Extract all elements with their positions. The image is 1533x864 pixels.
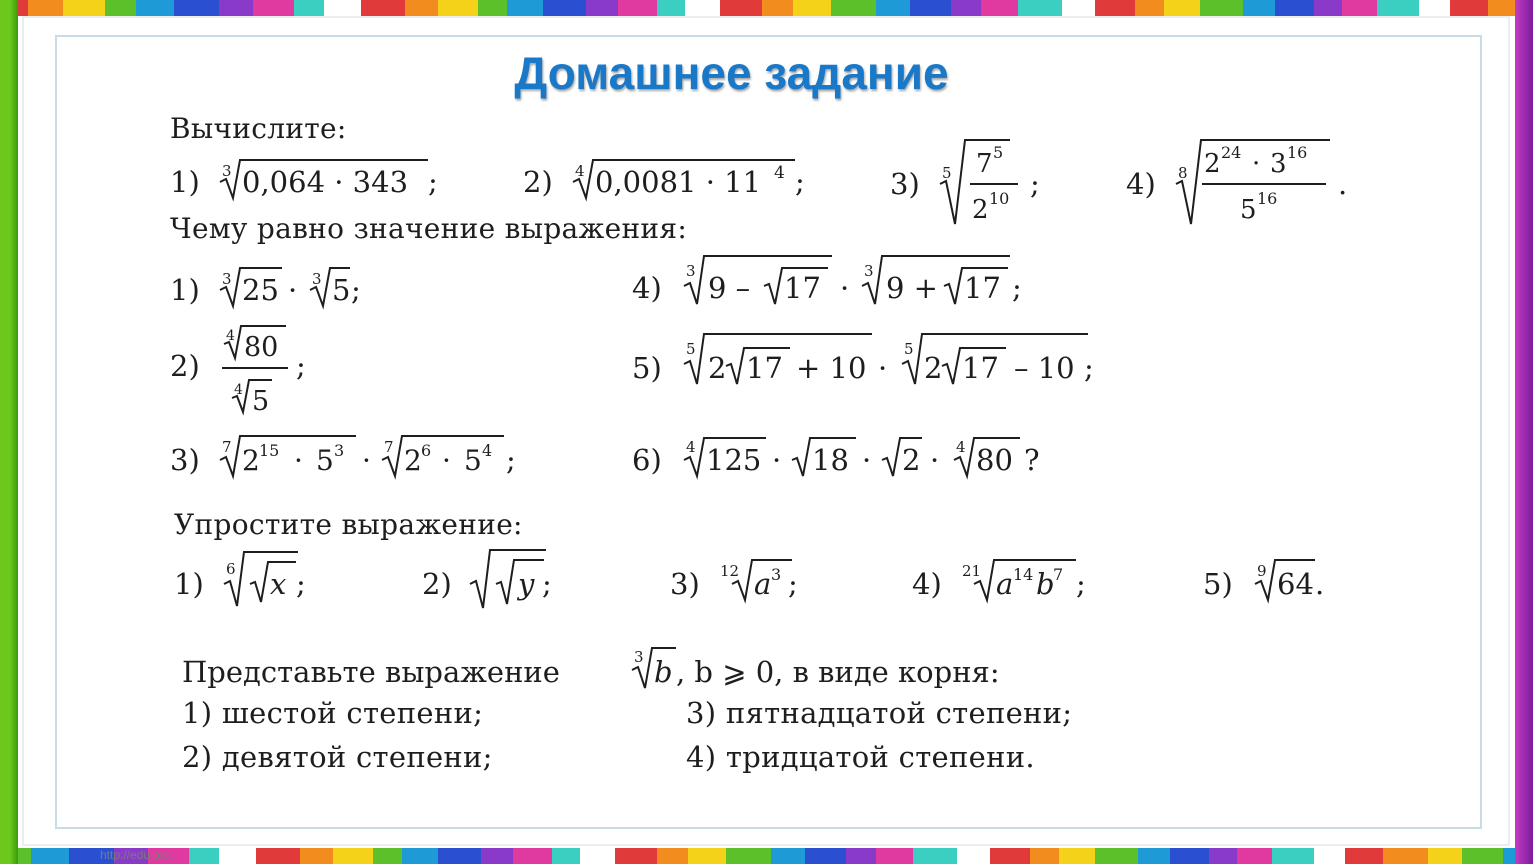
task-1-3 bbox=[890, 138, 1060, 230]
svg-text:a: a bbox=[754, 567, 772, 601]
svg-text:·: · bbox=[442, 444, 451, 477]
frame-stripe-segment bbox=[586, 0, 618, 16]
task-1-1 bbox=[170, 148, 450, 208]
svg-text:9 +: 9 + bbox=[886, 271, 938, 305]
svg-text:80: 80 bbox=[244, 332, 279, 363]
svg-text:3): 3) bbox=[670, 567, 700, 601]
svg-text:3: 3 bbox=[634, 648, 644, 666]
svg-text:18: 18 bbox=[812, 443, 849, 477]
svg-text:2: 2 bbox=[404, 444, 422, 477]
frame-stripe-segment bbox=[1200, 0, 1243, 16]
svg-text:2: 2 bbox=[242, 444, 260, 477]
svg-text:7: 7 bbox=[222, 438, 232, 456]
denominator: 2 bbox=[972, 195, 989, 225]
task-2-6 bbox=[632, 426, 1072, 486]
svg-text:2): 2) bbox=[422, 567, 452, 601]
frame-stripe-segment bbox=[63, 0, 105, 16]
svg-text:9 –: 9 – bbox=[708, 271, 751, 305]
frame-stripe-segment bbox=[615, 848, 657, 864]
frame-stripe-segment bbox=[688, 848, 726, 864]
frame-stripe-segment bbox=[361, 0, 405, 16]
frame-stripe-segment bbox=[990, 848, 1030, 864]
frame-stripe-segment bbox=[552, 848, 580, 864]
svg-text:80: 80 bbox=[976, 443, 1013, 477]
frame-stripe-segment bbox=[543, 0, 586, 16]
svg-text:64: 64 bbox=[1277, 567, 1314, 601]
frame-stripe-segment bbox=[618, 0, 657, 16]
svg-text:6): 6) bbox=[632, 443, 662, 477]
section-heading-compute: Вычислите: bbox=[170, 112, 347, 145]
svg-text:16: 16 bbox=[1287, 143, 1308, 162]
frame-stripe-segment bbox=[294, 0, 324, 16]
svg-text:b: b bbox=[654, 655, 673, 689]
frame-stripe-segment bbox=[771, 848, 805, 864]
frame-stripe-segment bbox=[726, 848, 771, 864]
section-heading-simplify: Упростите выражение: bbox=[174, 508, 523, 541]
frame-stripe-segment bbox=[1419, 0, 1450, 16]
svg-text:;: ; bbox=[1012, 271, 1022, 305]
section-heading-value: Чему равно значение выражения: bbox=[170, 212, 688, 245]
svg-text:·: · bbox=[878, 351, 888, 385]
svg-text:, b ⩾ 0, в виде корня:: , b ⩾ 0, в виде корня: bbox=[676, 655, 1000, 689]
svg-text:24: 24 bbox=[1221, 143, 1242, 162]
option-fifteenth-power: 3) пятнадцатой степени; bbox=[686, 696, 1073, 730]
svg-text:3: 3 bbox=[864, 262, 874, 280]
frame-stripe-segment bbox=[1095, 848, 1138, 864]
svg-text:14: 14 bbox=[1013, 565, 1034, 584]
frame-stripe-segment bbox=[1170, 848, 1209, 864]
svg-text:17: 17 bbox=[746, 351, 783, 385]
svg-text:·: · bbox=[362, 444, 371, 477]
frame-stripe-segment bbox=[876, 848, 913, 864]
task-2-3 bbox=[170, 426, 550, 486]
frame-stripe-segment bbox=[1428, 848, 1462, 864]
frame-stripe-segment bbox=[580, 848, 615, 864]
svg-text:– 10: – 10 bbox=[1014, 351, 1075, 385]
frame-stripe-segment bbox=[1462, 848, 1503, 864]
svg-text:4): 4) bbox=[912, 567, 942, 601]
svg-text:4: 4 bbox=[956, 438, 966, 456]
frame-stripe-segment bbox=[189, 848, 219, 864]
task-2-1 bbox=[170, 256, 390, 316]
svg-text:·: · bbox=[294, 444, 303, 477]
svg-text:;: ; bbox=[296, 567, 306, 601]
svg-text:4: 4 bbox=[234, 382, 243, 398]
svg-text:x: x bbox=[270, 567, 287, 601]
numerator-base-a: 2 bbox=[1204, 149, 1221, 179]
frame-stripe-segment bbox=[478, 0, 507, 16]
item-number: 1) bbox=[170, 165, 200, 199]
svg-text:25: 25 bbox=[242, 273, 279, 307]
task-2-5 bbox=[632, 328, 1112, 392]
svg-text:7: 7 bbox=[1053, 565, 1064, 584]
frame-stripe-segment bbox=[1030, 848, 1059, 864]
svg-text:125: 125 bbox=[706, 443, 762, 477]
svg-text:4: 4 bbox=[686, 438, 696, 456]
frame-stripe-segment bbox=[1237, 848, 1272, 864]
frame-stripe-segment bbox=[1314, 0, 1342, 16]
frame-stripe-segment bbox=[1135, 0, 1164, 16]
task-3-5 bbox=[1203, 550, 1343, 610]
svg-text:5): 5) bbox=[1203, 567, 1233, 601]
denominator: 5 bbox=[1240, 195, 1257, 225]
svg-text:2: 2 bbox=[708, 351, 727, 385]
section-heading-represent: Представьте выражение bbox=[182, 655, 560, 689]
frame-stripe-segment bbox=[1342, 0, 1377, 16]
frame-stripe-segment bbox=[105, 0, 136, 16]
frame-stripe-segment bbox=[831, 0, 876, 16]
task-1-2 bbox=[523, 148, 823, 208]
frame-stripe-segment bbox=[793, 0, 831, 16]
svg-text:;: ; bbox=[1030, 167, 1040, 201]
numerator-base-b: 3 bbox=[1270, 149, 1287, 179]
frame-stripe-segment bbox=[136, 0, 174, 16]
frame-stripe-segment bbox=[405, 0, 438, 16]
frame-stripe-segment bbox=[876, 0, 910, 16]
frame-stripe-segment bbox=[1209, 848, 1237, 864]
svg-text:·: · bbox=[772, 443, 782, 477]
svg-text:1): 1) bbox=[170, 273, 200, 307]
frame-top-stripe bbox=[0, 0, 1533, 16]
task-1-4 bbox=[1126, 138, 1366, 230]
frame-stripe-segment bbox=[1345, 848, 1383, 864]
svg-text:;: ; bbox=[296, 349, 306, 383]
item-number: 2) bbox=[523, 165, 553, 199]
frame-stripe-segment bbox=[1243, 0, 1275, 16]
task-3-2 bbox=[422, 546, 582, 612]
frame-stripe-segment bbox=[657, 848, 688, 864]
svg-text:;: ; bbox=[428, 165, 438, 199]
svg-text:5: 5 bbox=[332, 273, 351, 307]
svg-text:a: a bbox=[996, 567, 1014, 601]
frame-stripe-segment bbox=[507, 0, 543, 16]
svg-text:3): 3) bbox=[170, 443, 200, 477]
frame-stripe-segment bbox=[1095, 0, 1135, 16]
svg-text:5: 5 bbox=[904, 340, 914, 358]
frame-stripe-segment bbox=[300, 848, 333, 864]
slide-title: Домашнее задание bbox=[514, 47, 949, 99]
frame-stripe-segment bbox=[402, 848, 438, 864]
svg-text:.: . bbox=[1338, 167, 1348, 201]
root-index: 3 bbox=[222, 162, 232, 180]
svg-text:12: 12 bbox=[720, 562, 740, 580]
source-url: http://edu-tea bbox=[100, 848, 171, 862]
frame-stripe-segment bbox=[685, 0, 720, 16]
root-index: 8 bbox=[1178, 164, 1188, 182]
svg-text:.: . bbox=[1315, 567, 1325, 601]
frame-stripe-segment bbox=[957, 848, 990, 864]
frame-stripe-segment bbox=[1018, 0, 1062, 16]
frame-stripe-segment bbox=[846, 848, 876, 864]
root-index: 5 bbox=[942, 164, 952, 182]
svg-text:5: 5 bbox=[316, 444, 334, 477]
svg-text:3: 3 bbox=[334, 441, 345, 460]
svg-text:;: ; bbox=[788, 567, 798, 601]
svg-text:b: b bbox=[1036, 567, 1055, 601]
option-sixth-power: 1) шестой степени; bbox=[182, 696, 484, 730]
svg-text:7: 7 bbox=[384, 438, 394, 456]
svg-text:4: 4 bbox=[226, 328, 235, 344]
task-4-statement bbox=[182, 640, 1082, 700]
frame-stripe-segment bbox=[219, 848, 256, 864]
svg-text:2: 2 bbox=[924, 351, 943, 385]
item-number: 3) bbox=[890, 167, 920, 201]
task-2-2 bbox=[170, 320, 330, 420]
frame-stripe-segment bbox=[1059, 848, 1095, 864]
frame-stripe-segment bbox=[333, 848, 373, 864]
svg-text:6: 6 bbox=[421, 441, 432, 460]
svg-text:21: 21 bbox=[962, 562, 982, 580]
frame-stripe-segment bbox=[657, 0, 685, 16]
svg-text:1): 1) bbox=[174, 567, 204, 601]
task-3-4 bbox=[912, 550, 1112, 610]
item-number: 4) bbox=[1126, 167, 1156, 201]
frame-stripe-segment bbox=[324, 0, 361, 16]
svg-text:;: ; bbox=[542, 567, 552, 601]
svg-text:·: · bbox=[930, 443, 940, 477]
svg-text:15: 15 bbox=[259, 441, 280, 460]
svg-text:3: 3 bbox=[771, 565, 782, 584]
frame-stripe-segment bbox=[1062, 0, 1095, 16]
frame-stripe-segment bbox=[253, 0, 294, 16]
frame-bottom-stripe bbox=[0, 848, 1533, 864]
svg-text:5: 5 bbox=[252, 386, 270, 417]
svg-text:;: ; bbox=[506, 443, 516, 477]
svg-text:3: 3 bbox=[312, 270, 322, 288]
svg-text:;: ; bbox=[351, 273, 361, 307]
svg-text:16: 16 bbox=[1257, 189, 1278, 208]
frame-stripe-segment bbox=[1383, 848, 1428, 864]
svg-text:·: · bbox=[288, 273, 298, 307]
frame-stripe-segment bbox=[28, 0, 63, 16]
frame-stripe-segment bbox=[1138, 848, 1170, 864]
svg-text:3: 3 bbox=[686, 262, 696, 280]
frame-stripe-segment bbox=[219, 0, 253, 16]
frame-stripe-segment bbox=[951, 0, 981, 16]
svg-text:·: · bbox=[1252, 149, 1261, 179]
svg-text:y: y bbox=[518, 567, 535, 601]
frame-stripe-segment bbox=[438, 848, 481, 864]
svg-text:;: ; bbox=[1076, 567, 1086, 601]
frame-stripe-segment bbox=[373, 848, 402, 864]
svg-text:?: ? bbox=[1024, 443, 1040, 477]
exponent: 4 bbox=[774, 163, 785, 183]
task-3-1 bbox=[174, 548, 334, 612]
frame-stripe-segment bbox=[1275, 0, 1314, 16]
frame-stripe-segment bbox=[513, 848, 552, 864]
frame-stripe-segment bbox=[1314, 848, 1345, 864]
root-index: 4 bbox=[575, 162, 585, 180]
frame-stripe-segment bbox=[481, 848, 513, 864]
frame-stripe-segment bbox=[1272, 848, 1314, 864]
svg-text:+ 10: + 10 bbox=[796, 351, 867, 385]
task-3-3 bbox=[670, 550, 830, 610]
task-2-4 bbox=[632, 252, 1052, 316]
svg-text:4): 4) bbox=[632, 271, 662, 305]
svg-text:2: 2 bbox=[902, 443, 921, 477]
frame-stripe-segment bbox=[910, 0, 951, 16]
radicand: 0,0081 · 11 bbox=[595, 165, 762, 199]
svg-text:6: 6 bbox=[226, 560, 236, 578]
numerator: 7 bbox=[976, 149, 993, 179]
svg-text:·: · bbox=[862, 443, 872, 477]
svg-text:17: 17 bbox=[964, 271, 1001, 305]
frame-stripe-segment bbox=[805, 848, 846, 864]
frame-stripe-segment bbox=[174, 0, 219, 16]
frame-stripe-segment bbox=[720, 0, 762, 16]
svg-text:·: · bbox=[840, 271, 850, 305]
option-ninth-power: 2) девятой степени; bbox=[182, 740, 493, 774]
svg-text:5): 5) bbox=[632, 351, 662, 385]
frame-stripe-segment bbox=[31, 848, 69, 864]
frame-stripe-segment bbox=[1450, 0, 1488, 16]
svg-text:5: 5 bbox=[686, 340, 696, 358]
svg-text:5: 5 bbox=[993, 143, 1004, 162]
radicand: 0,064 · 343 bbox=[242, 165, 409, 199]
frame-stripe-segment bbox=[1164, 0, 1200, 16]
svg-text:17: 17 bbox=[962, 351, 999, 385]
svg-text:3: 3 bbox=[222, 270, 232, 288]
frame-stripe-segment bbox=[438, 0, 478, 16]
frame-stripe-segment bbox=[913, 848, 957, 864]
svg-text:4: 4 bbox=[482, 441, 493, 460]
svg-text:;: ; bbox=[795, 165, 805, 199]
svg-text:;: ; bbox=[1084, 351, 1094, 385]
frame-stripe-segment bbox=[1377, 0, 1419, 16]
frame-right-bar bbox=[1515, 0, 1533, 864]
svg-text:9: 9 bbox=[1257, 562, 1267, 580]
svg-text:5: 5 bbox=[464, 444, 482, 477]
frame-stripe-segment bbox=[762, 0, 793, 16]
frame-left-bar bbox=[0, 0, 18, 864]
frame-stripe-segment bbox=[256, 848, 300, 864]
svg-text:2): 2) bbox=[170, 349, 200, 383]
svg-text:10: 10 bbox=[989, 189, 1010, 208]
option-thirtieth-power: 4) тридцатой степени. bbox=[686, 740, 1035, 774]
frame-stripe-segment bbox=[981, 0, 1018, 16]
svg-text:17: 17 bbox=[784, 271, 821, 305]
